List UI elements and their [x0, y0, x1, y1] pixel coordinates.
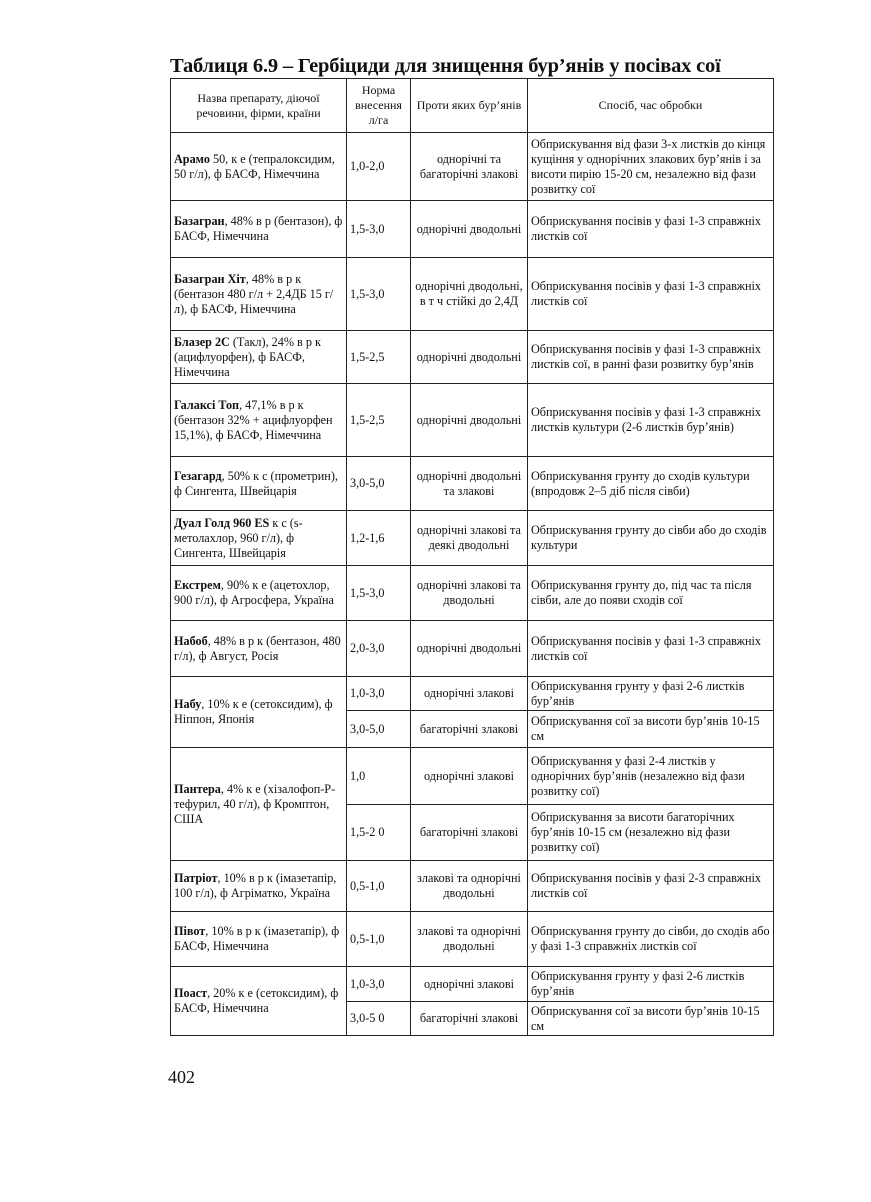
treatment-method: Обприскування за висоти багаторічних бур’янів 10-15 см (незалежно від фази розвитку сої) [528, 805, 774, 861]
table-row [171, 748, 774, 805]
target-weeds: однорічні злакові та деякі дводольні [411, 511, 528, 566]
herbicide-details: , 48% в р (бентазон), ф БАСФ, Німеччина [174, 214, 343, 243]
treatment-method: Обприскування грунту у фазі 2-6 листків бур’янів [528, 967, 774, 1002]
table-body [171, 133, 774, 1036]
table-row [171, 566, 774, 621]
herbicide-details: , 20% к е (сетоксидим), ф БАСФ, Німеччина [174, 986, 339, 1015]
application-rate: 3,0-5 0 [347, 1002, 411, 1036]
table-row [171, 133, 774, 201]
herbicide-name-cell [171, 861, 347, 912]
target-weeds: багаторічні злакові [411, 1002, 528, 1036]
treatment-method: Обприскування грунту до, під час та після сівби, але до появи сходів сої [528, 566, 774, 621]
application-rate: 1,0 [347, 748, 411, 805]
treatment-method: Обприскування грунту до сівби, до сходів або у фазі 1-3 справжніх листків сої [528, 912, 774, 967]
treatment-method: Обприскування сої за висоти бур’янів 10-15 см [528, 711, 774, 748]
herbicide-name-cell [171, 748, 347, 861]
page-number: 402 [168, 1067, 195, 1087]
target-weeds: однорічні злакові [411, 967, 528, 1002]
herbicide-name: Півот [174, 924, 206, 938]
herbicide-details: 50, к е (тепралоксидим, 50 г/л), ф БАСФ, Німеччина [174, 151, 335, 181]
target-weeds: однорічні дводольні [411, 201, 528, 258]
application-rate: 1,2-1,6 [347, 511, 411, 566]
herbicide-name-cell [171, 258, 347, 331]
herbicide-details: , 10% к е (сетоксидим), ф Ніппон, Японія [174, 697, 333, 726]
header-target: Проти яких бур’янів [411, 79, 528, 133]
treatment-method: Обприскування грунту у фазі 2-6 листків бур’янів [528, 677, 774, 711]
herbicide-details: (Такл), 24% в р к (ацифлуорфен), ф БАСФ, Німеччина [174, 334, 321, 379]
herbicide-details: , 50% к с (прометрин), ф Сингента, Швейцарія [174, 468, 338, 498]
table-row [171, 511, 774, 566]
herbicide-name: Галаксі Топ [174, 397, 240, 412]
treatment-method: Обприскування грунту до сходів культури (впродовж 2–5 діб після сівби) [528, 457, 774, 511]
application-rate: 3,0-5,0 [347, 457, 411, 511]
target-weeds: однорічні злакові [411, 677, 528, 711]
herbicide-details: , 48% в р к (бентазон, 480 г/л), ф Август, Росія [174, 633, 341, 663]
herbicide-name-cell [171, 912, 347, 967]
application-rate: 3,0-5,0 [347, 711, 411, 748]
herbicide-name: Блазер 2С [174, 334, 230, 349]
herbicide-details: , 10% в р к (імазетапір), ф БАСФ, Німеччина [174, 924, 340, 953]
page-title: Таблиця 6.9 – Гербіциди для знищення бур’янів у посівах сої [170, 55, 721, 77]
herbicide-name: Дуал Голд 960 ES [174, 515, 270, 530]
herbicide-name-cell [171, 967, 347, 1036]
herbicide-name: Набу [174, 697, 202, 711]
herbicide-details: , 4% к е (хізалофоп-Р-тефурил, 40 г/л), ф Кромптон, США [174, 781, 336, 826]
target-weeds: однорічні дводольні [411, 621, 528, 677]
target-weeds: багаторічні злакові [411, 805, 528, 861]
table-row [171, 912, 774, 967]
table-row [171, 621, 774, 677]
herbicide-name-cell [171, 331, 347, 384]
target-weeds: злакові та однорічні дводольні [411, 912, 528, 967]
target-weeds: однорічні та багаторічні злакові [411, 133, 528, 201]
target-weeds: однорічні дводольні та злакові [411, 457, 528, 511]
treatment-method: Обприскування посівів у фазі 1-3 справжніх листків сої [528, 201, 774, 258]
header-method: Спосіб, час обробки [528, 79, 774, 133]
herbicide-name: Гезагард [174, 468, 222, 483]
herbicide-name-cell [171, 384, 347, 457]
herbicide-table [170, 78, 774, 1036]
herbicide-name: Базагран [174, 214, 225, 228]
table-row [171, 861, 774, 912]
application-rate: 1,5-3,0 [347, 566, 411, 621]
herbicide-name-cell [171, 133, 347, 201]
header-rate: Норма внесення л/га [347, 79, 411, 133]
application-rate: 1,0-2,0 [347, 133, 411, 201]
header-name: Назва препарату, діючої речовини, фірми, країни [171, 79, 347, 133]
target-weeds: однорічні злакові та дводольні [411, 566, 528, 621]
treatment-method: Обприскування посівів у фазі 2-3 справжніх листків сої [528, 861, 774, 912]
herbicide-details: , 48% в р к (бентазон 480 г/л + 2,4ДБ 15 г/л), ф БАСФ, Німеччина [174, 271, 334, 316]
application-rate: 1,0-3,0 [347, 967, 411, 1002]
application-rate: 1,5-2,5 [347, 384, 411, 457]
target-weeds: багаторічні злакові [411, 711, 528, 748]
table-row [171, 258, 774, 331]
herbicide-details: к с (s-метолахлор, 960 г/л), ф Сингента, Швейцарія [174, 515, 303, 560]
treatment-method: Обприскування посівів у фазі 1-3 справжніх листків сої [528, 621, 774, 677]
herbicide-name-cell [171, 621, 347, 677]
treatment-method: Обприскування посівів у фазі 1-3 справжніх листків сої, в ранні фази розвитку бур’янів [528, 331, 774, 384]
herbicide-name: Поаст [174, 986, 208, 1000]
herbicide-name-cell [171, 566, 347, 621]
herbicide-name: Арамо [174, 151, 210, 166]
herbicide-name: Екстрем [174, 578, 221, 592]
treatment-method: Обприскування від фази 3-х листків до кінця кущіння у однорічних злакових бур’янів і за висоти пирію 15-20 см, незалежно від фази розвитку сої [528, 133, 774, 201]
herbicide-name: Базагран Хіт [174, 271, 246, 286]
table-row [171, 457, 774, 511]
herbicide-name-cell [171, 201, 347, 258]
table-row [171, 967, 774, 1002]
table-header-row [171, 79, 774, 133]
target-weeds: однорічні злакові [411, 748, 528, 805]
treatment-method: Обприскування посівів у фазі 1-3 справжніх листків культури (2-6 листків бур’янів) [528, 384, 774, 457]
herbicide-details: , 10% в р к (імазетапір, 100 г/л), ф Агріматко, Україна [174, 871, 337, 900]
application-rate: 1,0-3,0 [347, 677, 411, 711]
treatment-method: Обприскування сої за висоти бур’янів 10-15 см [528, 1002, 774, 1036]
application-rate: 1,5-2 0 [347, 805, 411, 861]
application-rate: 1,5-3,0 [347, 201, 411, 258]
herbicide-name: Набоб [174, 633, 208, 648]
target-weeds: однорічні дводольні [411, 331, 528, 384]
table-row [171, 677, 774, 711]
herbicide-details: , 90% к е (ацетохлор, 900 г/л), ф Агросфера, Україна [174, 578, 334, 607]
table-row [171, 201, 774, 258]
table-row [171, 331, 774, 384]
treatment-method: Обприскування у фазі 2-4 листків у однорічних бур’янів (незалежно від фази розвитку сої) [528, 748, 774, 805]
application-rate: 0,5-1,0 [347, 861, 411, 912]
application-rate: 2,0-3,0 [347, 621, 411, 677]
herbicide-name-cell [171, 511, 347, 566]
herbicide-name: Пантера [174, 781, 221, 796]
application-rate: 1,5-3,0 [347, 258, 411, 331]
herbicide-name-cell [171, 457, 347, 511]
herbicide-name-cell [171, 677, 347, 748]
target-weeds: однорічні дводольні [411, 384, 528, 457]
treatment-method: Обприскування посівів у фазі 1-3 справжніх листків сої [528, 258, 774, 331]
herbicide-name: Патріот [174, 871, 218, 885]
application-rate: 0,5-1,0 [347, 912, 411, 967]
application-rate: 1,5-2,5 [347, 331, 411, 384]
target-weeds: однорічні дводольні, в т ч стійкі до 2,4Д [411, 258, 528, 331]
table-row [171, 384, 774, 457]
treatment-method: Обприскування грунту до сівби або до сходів культури [528, 511, 774, 566]
target-weeds: злакові та однорічні дводольні [411, 861, 528, 912]
herbicide-details: , 47,1% в р к (бентазон 32% + ацифлуорфен 15,1%), ф БАСФ, Німеччина [174, 397, 333, 442]
